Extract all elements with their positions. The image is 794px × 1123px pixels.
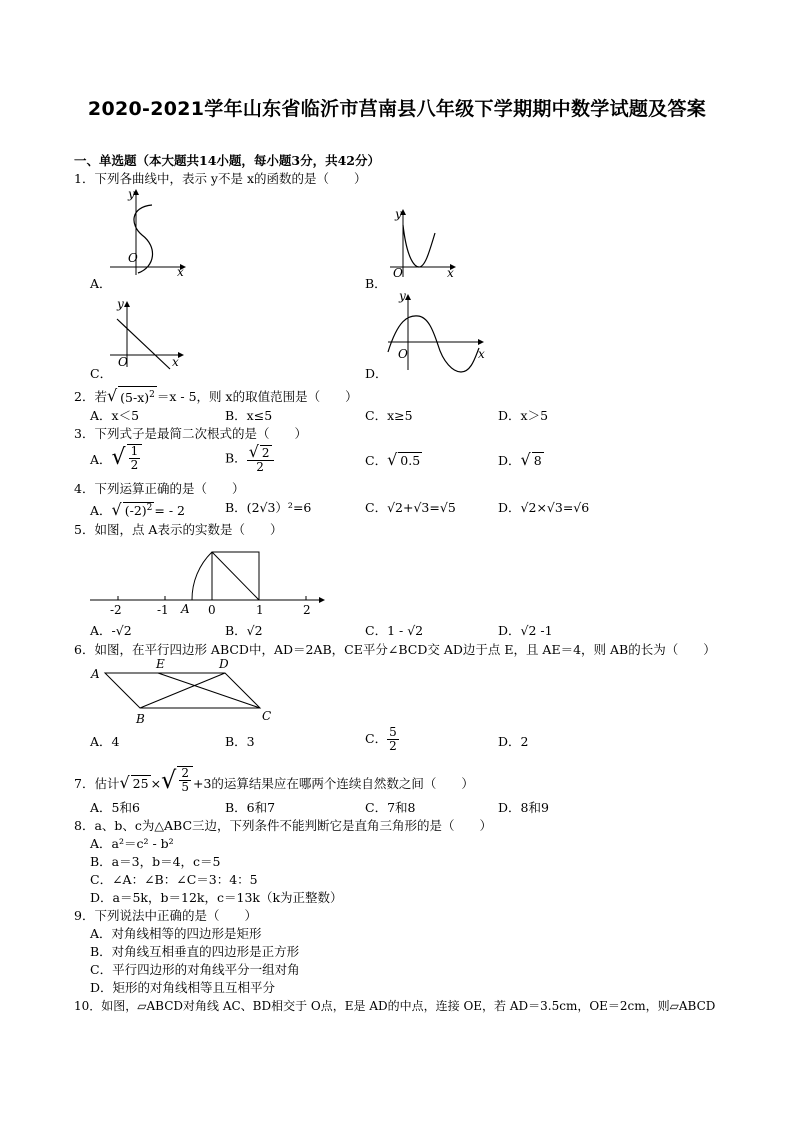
- q4-stem: 4．下列运算正确的是（ ）: [74, 481, 245, 496]
- q3-option-c: C．√ 0.5: [365, 450, 421, 469]
- q1a-origin-label: O: [128, 251, 138, 265]
- q1a-y-label: y: [128, 187, 135, 201]
- q5-tick-label: -1: [157, 603, 169, 617]
- q6-parallelogram: [95, 660, 275, 715]
- q1b-y-label: y: [395, 207, 402, 221]
- q1c-x-label: x: [172, 355, 179, 369]
- q6-point-a: A: [91, 667, 100, 681]
- q1-option-d: D．: [365, 366, 388, 381]
- q3-option-b: B． $\frac{√ 2}{2}$: [225, 444, 274, 474]
- page-title: 2020-2021学年山东省临沂市莒南县八年级下学期期中数学试题及答案: [87, 98, 707, 120]
- q5-tick-label: 1: [256, 603, 264, 617]
- q9-option-d: D．矩形的对角线相等且互相平分: [90, 980, 276, 995]
- q7-option-b: B．6和7: [225, 800, 276, 815]
- q1c-y-label: y: [117, 297, 124, 311]
- q1-option-c: C．: [90, 366, 113, 381]
- q9-stem: 9．下列说法中正确的是（ ）: [74, 908, 257, 923]
- q1d-y-label: y: [399, 289, 406, 303]
- q5-tick-label: 0: [208, 603, 216, 617]
- q5-point-a-label: A: [181, 602, 190, 616]
- q1c-origin-label: O: [118, 355, 128, 369]
- section-heading: 一、单选题（本大题共14小题，每小题3分，共42分）: [74, 153, 380, 168]
- q9-option-b: B．对角线互相垂直的四边形是正方形: [90, 944, 300, 959]
- q5-option-d: D．√2 -1: [498, 623, 553, 638]
- q1-option-a: A．: [90, 276, 112, 291]
- q4-option-d: D．√2×√3=√6: [498, 500, 590, 515]
- q3-option-d: D．√ 8: [498, 450, 542, 469]
- q4-option-a: A．√ $(-2)^2$ = - 2: [90, 500, 186, 520]
- q4-option-b: B．(2√3）²=6: [225, 500, 312, 515]
- q10-stem: 10．如图，▱ABCD对角线 AC、BD相交于 O点，E是 AD的中点，连接 OE，若 AD＝3.5cm，OE＝2cm，则▱ABCD: [74, 999, 716, 1013]
- q1a-x-label: x: [177, 265, 184, 279]
- q2-option-a: A．x＜5: [90, 408, 140, 423]
- q7-option-c: C．7和8: [365, 800, 416, 815]
- q1d-x-label: x: [478, 347, 485, 361]
- q8-stem: 8．a、b、c为△ABC三边，下列条件不能判断它是直角三角形的是（ ）: [74, 818, 493, 833]
- q5-option-a: A．-√2: [90, 623, 132, 638]
- q4-option-c: C．√2+√3=√5: [365, 500, 456, 515]
- q3-option-a: A． √ $\frac{1}{2}$: [90, 444, 142, 472]
- q6-option-a: A．4: [90, 734, 120, 749]
- q8-option-a: A．a²＝c² - b²: [90, 836, 174, 851]
- q7-option-d: D．8和9: [498, 800, 549, 815]
- q1-graph-a: [100, 185, 200, 280]
- q2-stem: 2．若 √ $(5-x)^2$ ＝x - 5，则 x的取值范围是（ ）: [74, 386, 358, 406]
- q1-stem: 1．下列各曲线中，表示 y不是 x的函数的是（ ）: [74, 171, 367, 186]
- q6-option-d: D．2: [498, 734, 529, 749]
- q2-option-d: D．x＞5: [498, 408, 549, 423]
- q6-point-d: D: [219, 657, 229, 671]
- q1b-x-label: x: [447, 266, 454, 280]
- q5-tick-label: 2: [303, 603, 311, 617]
- q1-option-b: B．: [365, 276, 387, 291]
- q5-option-b: B．√2: [225, 623, 263, 638]
- q7-stem: 7．估计√ 25 × √ $\frac{2}{5}$ +3的运算结果应在哪两个连续自然数之间（ ）: [74, 766, 474, 794]
- q2-option-b: B．x≤5: [225, 408, 273, 423]
- q8-option-d: D．a＝5k，b＝12k，c＝13k（k为正整数）: [90, 890, 343, 905]
- q6-point-e: E: [156, 657, 165, 671]
- q1d-origin-label: O: [398, 347, 408, 361]
- q1-graph-d: [383, 290, 493, 380]
- q6-option-c: C． $\frac{5}{2}$: [365, 725, 397, 753]
- q3-stem: 3．下列式子是最简二次根式的是（ ）: [74, 426, 307, 441]
- q7-option-a: A．5和6: [90, 800, 140, 815]
- q6-option-b: B．3: [225, 734, 255, 749]
- q1b-origin-label: O: [393, 266, 403, 280]
- q6-point-c: C: [262, 709, 272, 723]
- q2-option-c: C．x≥5: [365, 408, 413, 423]
- q9-option-c: C．平行四边形的对角线平分一组对角: [90, 962, 300, 977]
- q8-option-b: B．a＝3，b＝4，c＝5: [90, 854, 221, 869]
- q5-tick-label: -2: [110, 603, 122, 617]
- q6-stem: 6．如图，在平行四边形 ABCD中，AD＝2AB，CE平分∠BCD交 AD边于点 E，且 AE＝4，则 AB的长为（ ）: [74, 642, 716, 657]
- q6-point-b: B: [136, 712, 145, 726]
- q5-stem: 5．如图，点 A表示的实数是（ ）: [74, 522, 283, 537]
- q5-option-c: C．1 - √2: [365, 623, 424, 638]
- q9-option-a: A．对角线相等的四边形是矩形: [90, 926, 262, 941]
- q8-option-c: C．∠A：∠B：∠C＝3：4：5: [90, 872, 258, 887]
